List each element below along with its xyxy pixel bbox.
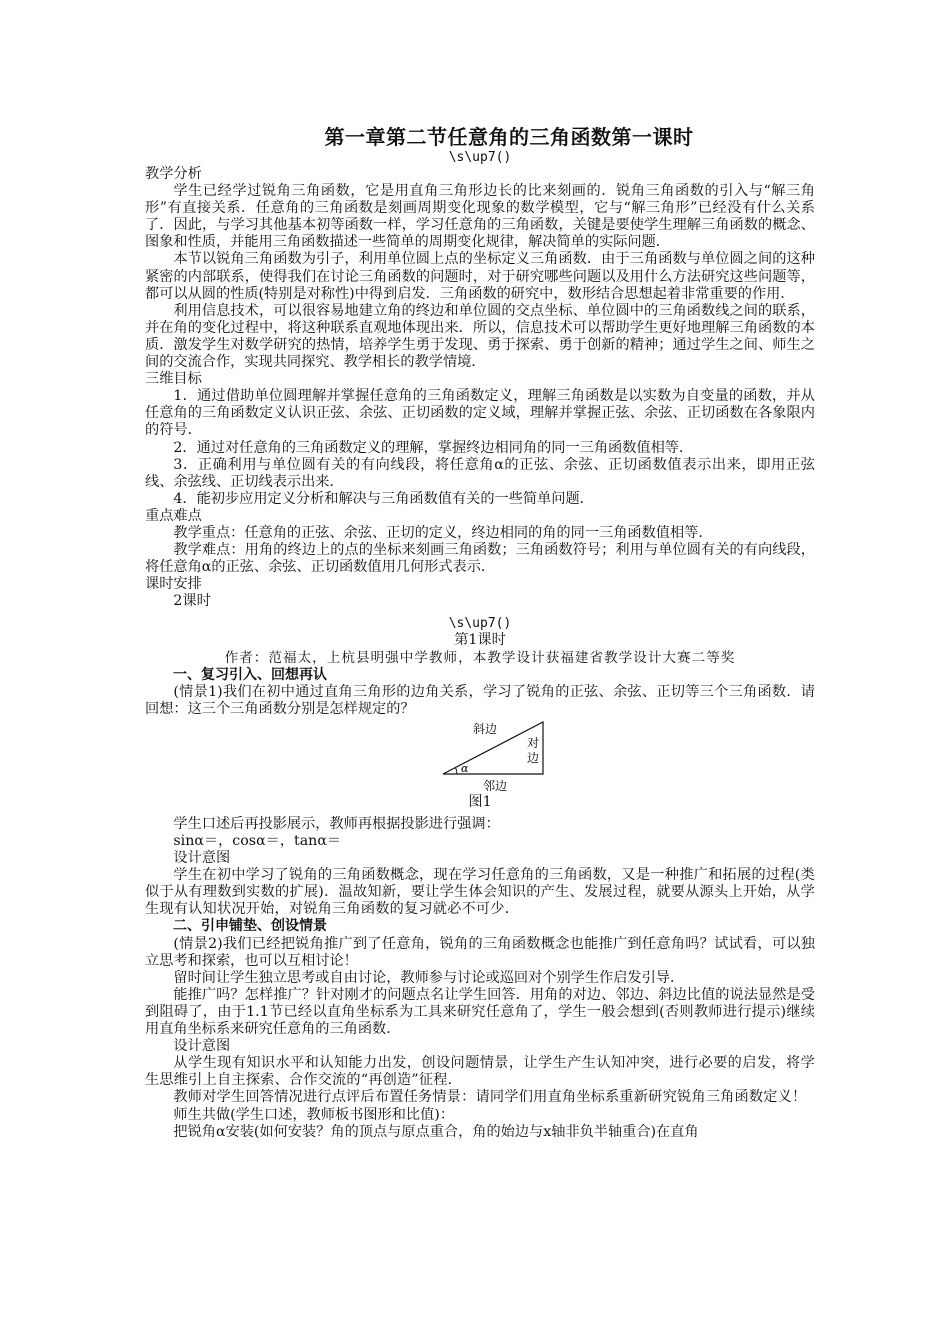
key-point-difficulty: 教学难点：用角的终边上的点的坐标来刻画三角函数；三角函数符号；利用与单位圆有关的有向线段，将任意角α的正弦、余弦、正切函数值用几何形式表示．: [145, 542, 815, 576]
design-intent-label-2: 设计意图: [173, 1038, 231, 1055]
field-code-line-2: \s\up7(): [448, 616, 512, 632]
schedule-value: 2课时: [173, 593, 211, 610]
lesson-label: 第1课时: [454, 632, 506, 649]
analysis-paragraph-1: 学生已经学过锐角三角函数，它是用直角三角形边长的比来刻画的．锐角三角函数的引入与“解三角形”有直接关系．任意角的三角函数是刻画周期变化现象的数学模型，它与“解三角形”已经没有什么关系了．因此，与学习其他基本初等函数一样，学习任意角的三角函数，关键是要使学生理解三角函数的概念、图象和性质，并能用三角函数描述一些简单的周期变化规律，解决简单的实际问题．: [145, 183, 815, 251]
triangle-figure: [145, 720, 815, 816]
opposite-label-1: 对: [527, 735, 540, 750]
adjacent-label: 邻边: [483, 778, 508, 793]
key-point-focus: 教学重点：任意角的正弦、余弦、正切的定义，终边相同的角的同一三角函数值相等．: [173, 524, 713, 541]
part2-paragraph-2: 留时间让学生独立思考或自由讨论，教师参与讨论或巡回对个别学生作启发引导．: [173, 969, 685, 986]
part2-paragraph-4: 师生共做(学生口述，教师板书图形和比值)：: [173, 1106, 455, 1123]
design-intent-paragraph-2: 从学生现有知识水平和认知能力出发，创设问题情景，让学生产生认知冲突，进行必要的启发，将学生思维引上自主探索、合作交流的“再创造”征程．: [145, 1055, 815, 1089]
field-code-line: \s\up7(): [448, 150, 512, 165]
goal-item-1: 1．通过借助单位圆理解并掌握任意角的三角函数定义，理解三角函数是以实数为自变量的函数，并从任意角的三角函数定义认识正弦、余弦、正切函数的定义域，理解并掌握正弦、余弦、正切函数在各象限内的符号．: [145, 388, 815, 439]
key-points-heading: 重点难点: [145, 507, 202, 524]
part1-heading: 一、复习引入、回想再认: [173, 666, 327, 683]
hypotenuse-label: 斜边: [473, 721, 498, 736]
schedule-heading: 课时安排: [145, 576, 202, 593]
opposite-label-2: 边: [527, 750, 540, 765]
analysis-paragraph-3: 利用信息技术，可以很容易地建立角的终边和单位圆的交点坐标、单位圆中的三角函数线之间的联系，并在角的变化过程中，将这种联系直观地体现出来．所以，信息技术可以帮助学生更好地理解三角函数的本质．激发学生对数学研究的热情，培养学生勇于发现、勇于探索、勇于创新的精神；通过学生之间、师生之间的交流合作，实现共同探究、教学相长的教学情境．: [145, 302, 815, 371]
part2-heading: 二、引申铺垫、创设情景: [173, 918, 327, 935]
design-intent-label-1: 设计意图: [173, 850, 231, 867]
part1-paragraph-1: (情景1)我们在初中通过直角三角形的边角关系，学习了锐角的正弦、余弦、正切等三个三角函数．请回想：这三个三角函数分别是怎样规定的？: [145, 683, 815, 717]
analysis-heading: 教学分析: [145, 166, 202, 182]
angle-arc: [456, 768, 458, 774]
formula-line: sinα＝，cosα＝，tanα＝: [173, 833, 342, 849]
document-body: [145, 124, 815, 1141]
goal-item-4: 4．能初步应用定义分析和解决与三角函数值有关的一些简单问题．: [173, 490, 594, 507]
goals-heading: 三维目标: [145, 371, 202, 388]
design-intent-paragraph-1: 学生在初中学习了锐角的三角函数概念，现在学习任意角的三角函数，又是一种推广和拓展的过程(类似于从有理数到实数的扩展)．温故知新，要让学生体会知识的产生、发展过程，就要从源头上开始，从学生现有认知状况开始，对锐角三角函数的复习就必不可少．: [145, 867, 815, 918]
analysis-paragraph-2: 本节以锐角三角函数为引子，利用单位圆上点的坐标定义三角函数．由于三角函数与单位圆之间的这种紧密的内部联系，使得我们在讨论三角函数的问题时，对于研究哪些问题以及用什么方法研究这些问题等，都可以从圆的性质(特别是对称性)中得到启发．三角函数的研究中，数形结合思想起着非常重要的作用．: [145, 251, 815, 302]
part1-paragraph-2: 学生口述后再投影展示，教师再根据投影进行强调：: [173, 815, 500, 832]
part2-paragraph-5: 把锐角α安装(如何安装？角的顶点与原点重合，角的始边与x轴非负半轴重合)在直角: [173, 1123, 699, 1140]
part2-paragraph-3: 能推广吗？怎样推广？针对刚才的问题点名让学生回答．用角的对边、邻边、斜边比值的说法显然是受到阻碍了，由于1.1节已经以直角坐标系为工具来研究任意角了，学生一般会想到(否则教师进行提示)继续用直角坐标系来研究任意角的三角函数．: [145, 986, 815, 1038]
goal-item-2: 2．通过对任意角的三角函数定义的理解，掌握终边相同角的同一三角函数值相等．: [173, 439, 694, 456]
page-title: 第一章第二节任意角的三角函数第一课时: [324, 125, 694, 149]
figure-caption: 图1: [468, 793, 492, 810]
part2-paragraph-1: (情景2)我们已经把锐角推广到了任意角，锐角的三角函数概念也能推广到任意角吗？试试看，可以独立思考和探索，也可以互相讨论！: [145, 935, 815, 969]
design-intent-paragraph-3: 教师对学生回答情况进行点评后布置任务情景：请同学们用直角坐标系重新研究锐角三角函数定义！: [173, 1089, 807, 1106]
goal-item-3: 3．正确利用与单位圆有关的有向线段，将任意角α的正弦、余弦、正切函数值表示出来，即用正弦线、余弦线、正切线表示出来．: [145, 456, 815, 490]
author-line: 作者：范福太，上杭县明强中学教师，本教学设计获福建省教学设计大赛二等奖: [224, 649, 736, 666]
angle-alpha-label: α: [461, 761, 469, 775]
